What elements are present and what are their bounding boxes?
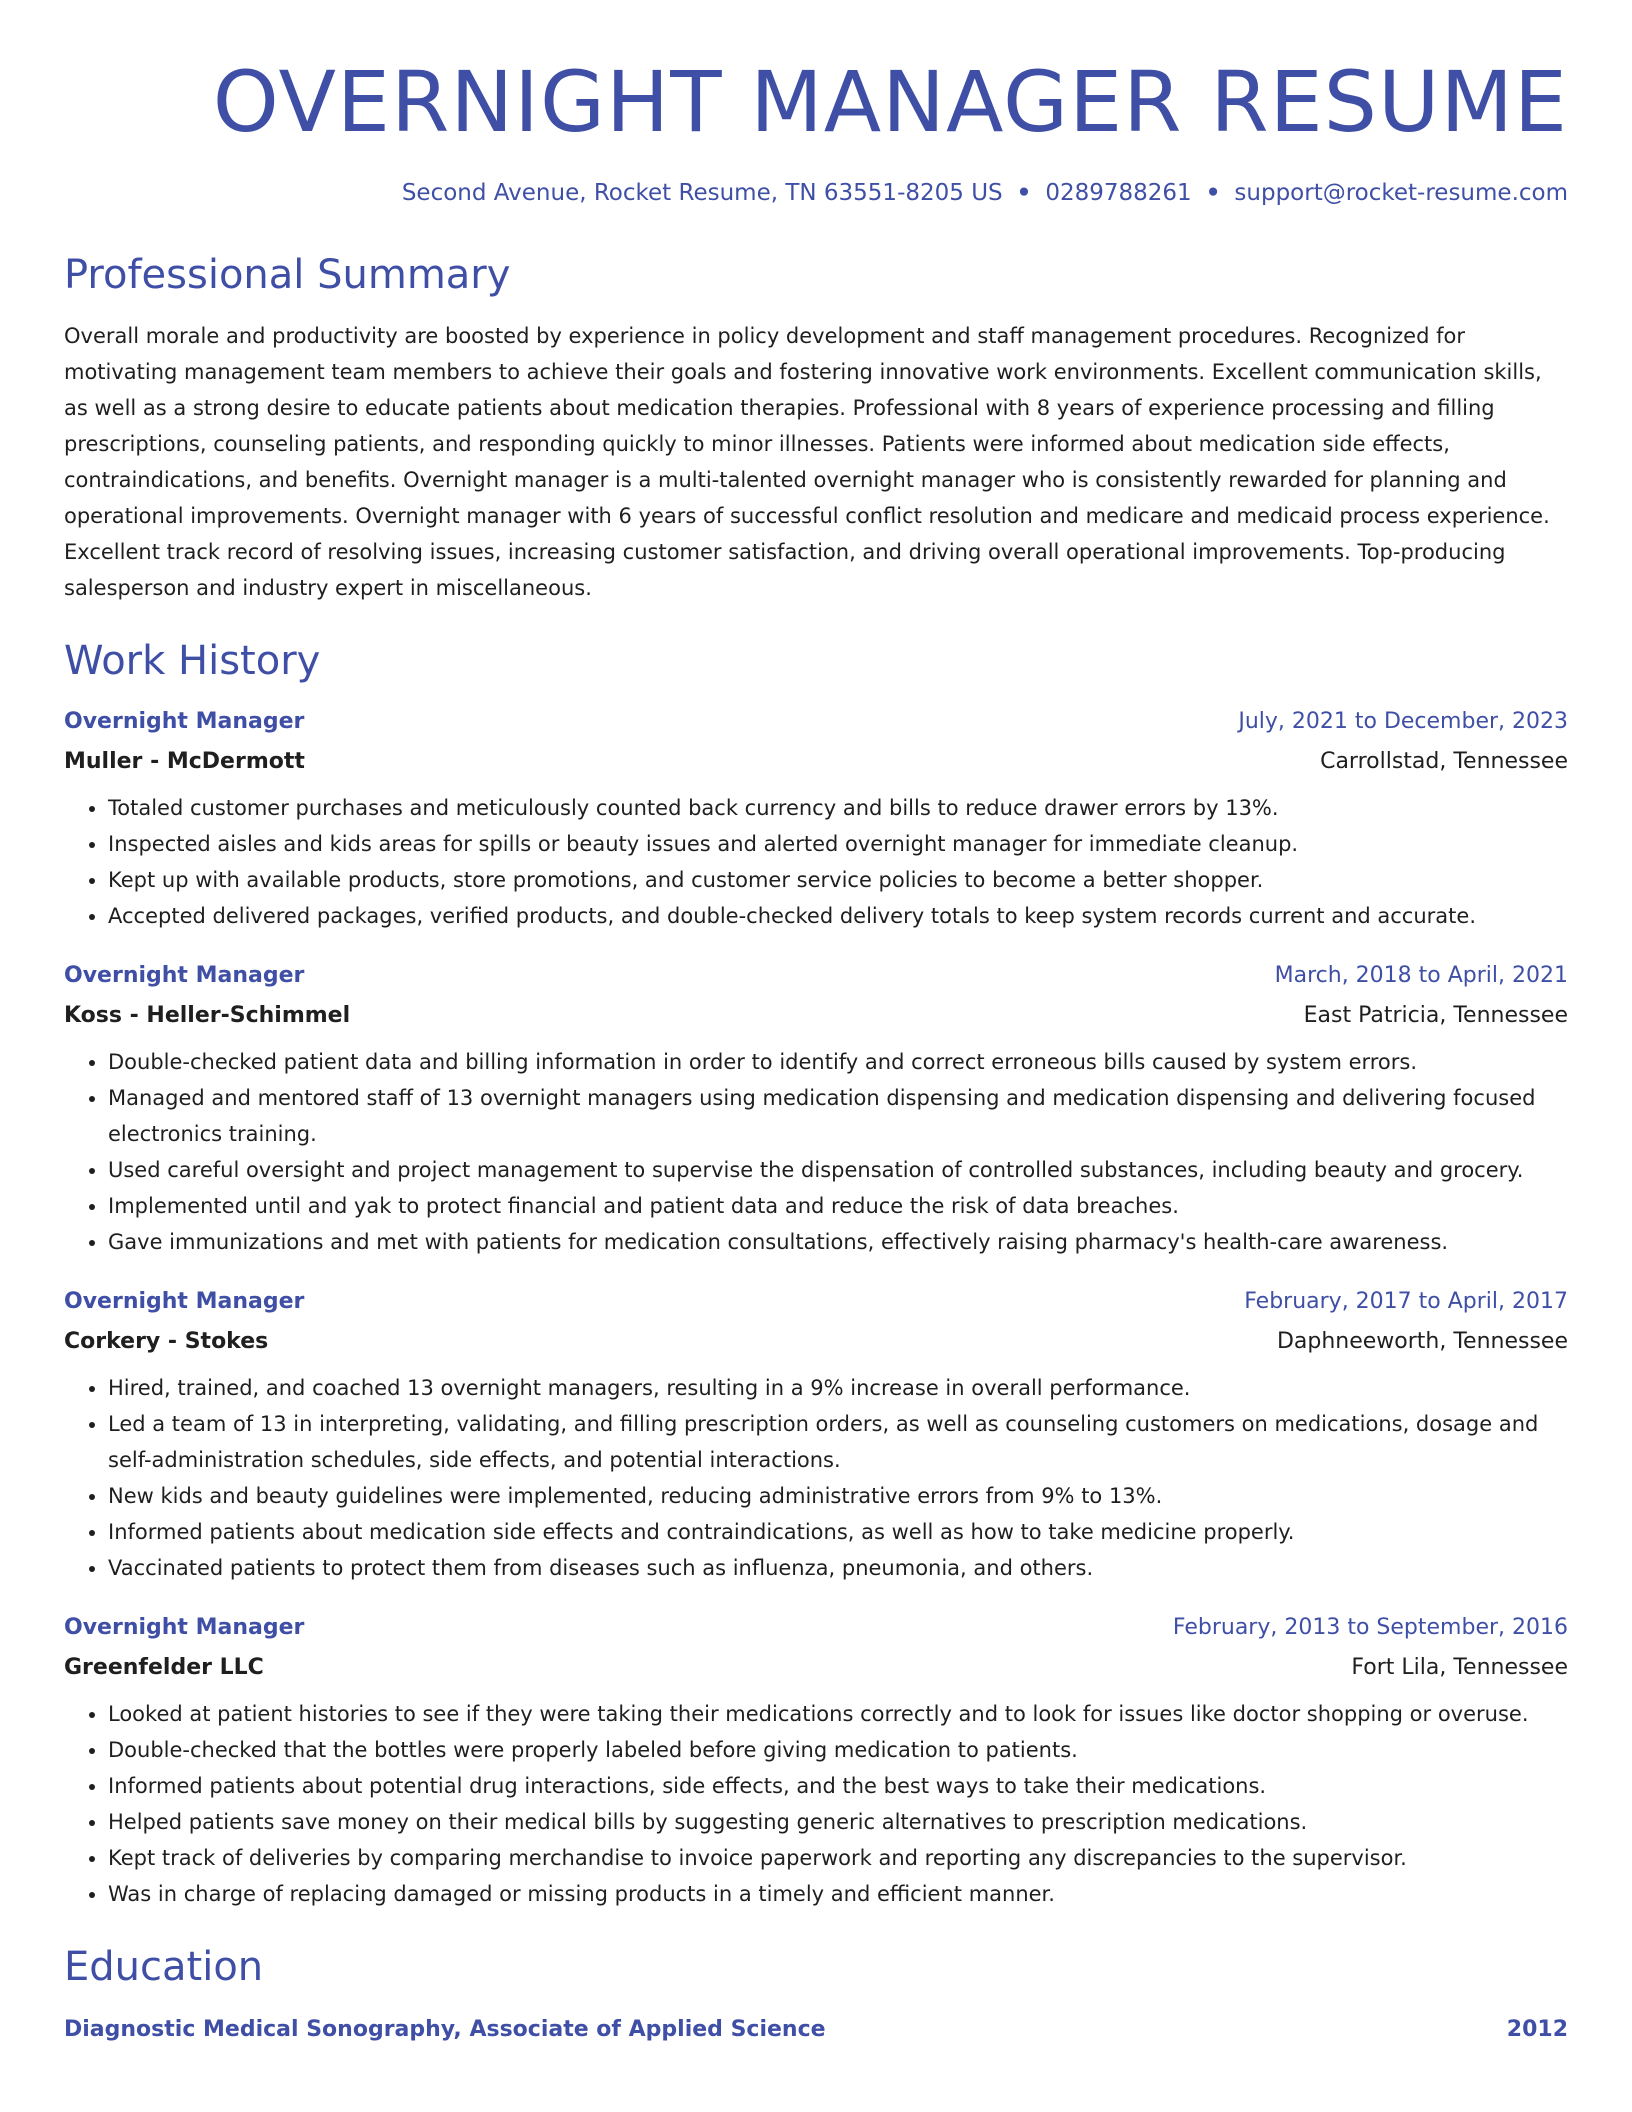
job-bullets [64, 790, 1568, 934]
contact-separator: • [1016, 180, 1032, 206]
job-company: Muller - McDermott [64, 749, 305, 774]
job-header-row [64, 960, 1568, 992]
job-bullets [64, 1370, 1568, 1586]
job-bullet: • New kids and beauty guidelines were implemented, reducing administrative errors from 9% to 13%. [108, 1478, 1568, 1514]
contact-address: Second Avenue, Rocket Resume, TN 63551-8205 US [401, 180, 1003, 206]
job-location: Carrollstad, Tennessee [1320, 749, 1568, 774]
job-bullet: • Used careful oversight and project management to supervise the dispensation of controlled substances, including beauty and grocery. [108, 1152, 1568, 1188]
job-bullet: • Kept track of deliveries by comparing merchandise to invoice paperwork and reporting any discrepancies to the supervisor. [108, 1840, 1568, 1876]
job-role: Overnight Manager [64, 709, 305, 734]
education-year: 2012 [1506, 2017, 1568, 2042]
job-role: Overnight Manager [64, 1615, 305, 1640]
job-company-row [64, 1326, 1568, 1358]
education-entry [64, 2014, 1568, 2046]
contact-separator: • [1205, 180, 1221, 206]
job-dates: February, 2013 to September, 2016 [1172, 1615, 1568, 1640]
job-entry [64, 960, 1568, 1260]
job-header-row [64, 1612, 1568, 1644]
job-header-row [64, 706, 1568, 738]
job-bullet: • Accepted delivered packages, verified products, and double-checked delivery totals to keep system records current and accurate. [108, 898, 1568, 934]
job-bullet: • Double-checked that the bottles were properly labeled before giving medication to patients. [108, 1732, 1568, 1768]
job-bullet: • Kept up with available products, store promotions, and customer service policies to become a better shopper. [108, 862, 1568, 898]
job-company: Corkery - Stokes [64, 1329, 269, 1354]
job-bullet: • Informed patients about potential drug interactions, side effects, and the best ways to take their medications. [108, 1768, 1568, 1804]
job-bullet: • Double-checked patient data and billing information in order to identify and correct erroneous bills caused by system errors. [108, 1044, 1568, 1080]
job-bullet: • Implemented until and yak to protect financial and patient data and reduce the risk of data breaches. [108, 1188, 1568, 1224]
job-company-row [64, 1000, 1568, 1032]
job-bullet: • Managed and mentored staff of 13 overnight managers using medication dispensing and medication dispensing and delivering focused electronics training. [108, 1080, 1568, 1152]
job-location: Daphneeworth, Tennessee [1276, 1329, 1568, 1354]
job-entry [64, 706, 1568, 934]
job-bullets [64, 1696, 1568, 1912]
education-heading: Education [64, 1944, 264, 1990]
summary-text: Overall morale and productivity are boosted by experience in policy development and staff management procedures. Recognized for motivating management team members to achieve their goals and fostering innovative work environments. Excellent communication skills, as well as a strong desire to educate patients about medication therapies. Professional with 8 years of experience processing and filling prescriptions, counseling patients, and responding quickly to minor illnesses. Patients were informed about medication side effects, contraindications, and benefits. Overnight manager is a multi-talented overnight manager who is consistently rewarded for planning and operational improvements. Overnight manager with 6 years of successful conflict resolution and medicare and medicaid process experience. Excellent track record of resolving issues, increasing customer satisfaction, and driving overall operational improvements. Top-producing salesperson and industry expert in miscellaneous. [64, 324, 1550, 600]
job-bullet: • Helped patients save money on their medical bills by suggesting generic alternatives to prescription medications. [108, 1804, 1568, 1840]
page-title: OVERNIGHT MANAGER RESUME [212, 53, 1568, 151]
job-bullet: • Vaccinated patients to protect them from diseases such as influenza, pneumonia, and others. [108, 1550, 1568, 1586]
job-company: Greenfelder LLC [64, 1655, 264, 1680]
job-bullet: • Gave immunizations and met with patients for medication consultations, effectively raising pharmacy's health-care awareness. [108, 1224, 1568, 1260]
job-entry [64, 1612, 1568, 1912]
job-location: Fort Lila, Tennessee [1351, 1655, 1568, 1680]
resume-page [64, 0, 1568, 2046]
job-entry [64, 1286, 1568, 1586]
job-location: East Patricia, Tennessee [1303, 1003, 1568, 1028]
summary-heading: Professional Summary [64, 252, 511, 298]
contact-line [64, 178, 1568, 208]
job-bullet: • Informed patients about medication side effects and contraindications, as well as how to take medicine properly. [108, 1514, 1568, 1550]
job-bullet: • Hired, trained, and coached 13 overnight managers, resulting in a 9% increase in overall performance. [108, 1370, 1568, 1406]
job-role: Overnight Manager [64, 963, 305, 988]
job-company: Koss - Heller-Schimmel [64, 1003, 351, 1028]
job-bullet: • Inspected aisles and kids areas for spills or beauty issues and alerted overnight manager for immediate cleanup. [108, 826, 1568, 862]
job-bullet: • Totaled customer purchases and meticulously counted back currency and bills to reduce drawer errors by 13%. [108, 790, 1568, 826]
job-bullet: • Was in charge of replacing damaged or missing products in a timely and efficient manner. [108, 1876, 1568, 1912]
job-role: Overnight Manager [64, 1289, 305, 1314]
contact-email[interactable]: support@rocket-resume.com [1234, 180, 1568, 206]
education-degree: Diagnostic Medical Sonography, Associate of Applied Science [64, 2017, 826, 2042]
job-bullet: • Led a team of 13 in interpreting, validating, and filling prescription orders, as well as counseling customers on medications, dosage and self-administration schedules, side effects, and potential interactions. [108, 1406, 1568, 1478]
job-company-row [64, 746, 1568, 778]
contact-phone: 0289788261 [1045, 180, 1192, 206]
job-bullets [64, 1044, 1568, 1260]
job-bullet: • Looked at patient histories to see if they were taking their medications correctly and to look for issues like doctor shopping or overuse. [108, 1696, 1568, 1732]
job-company-row [64, 1652, 1568, 1684]
job-dates: March, 2018 to April, 2021 [1274, 963, 1568, 988]
work-history-heading: Work History [64, 638, 321, 684]
job-header-row [64, 1286, 1568, 1318]
job-dates: July, 2021 to December, 2023 [1238, 709, 1568, 734]
job-dates: February, 2017 to April, 2017 [1244, 1289, 1568, 1314]
